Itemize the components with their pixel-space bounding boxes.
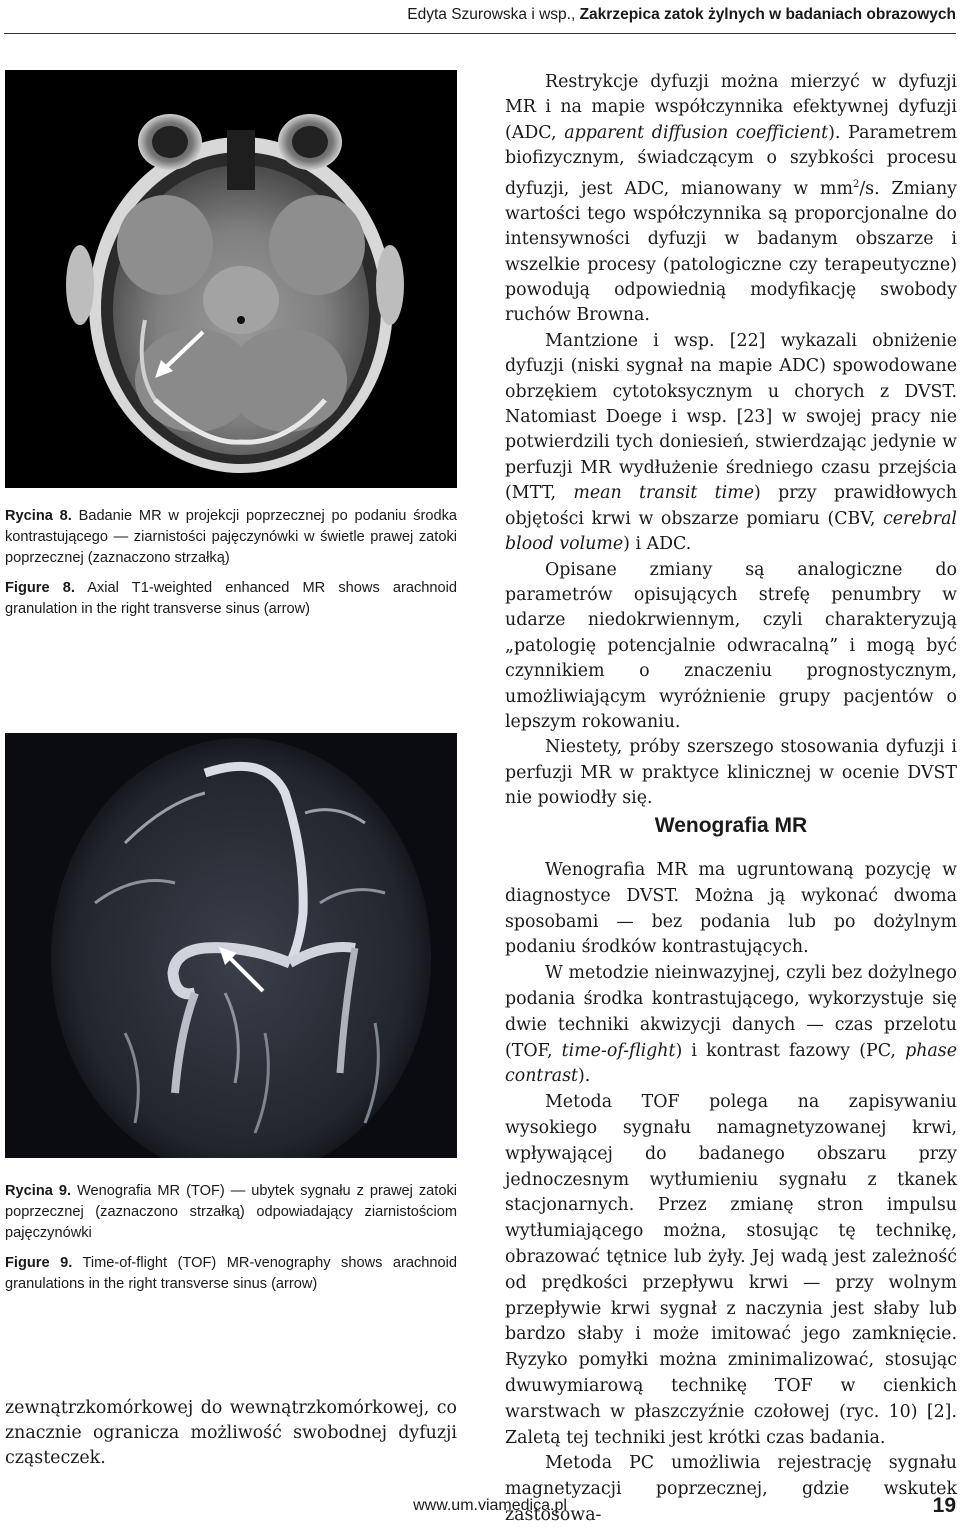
figure9-mrv-image: [5, 733, 457, 1158]
superscript: 2: [852, 178, 860, 190]
right-column-top: [505, 70, 957, 812]
paragraph-penumbra: Opisane zmiany są analogiczne do parametrów opisujących strefę penumbry w udarze niedokrwiennym, czyli charakteryzują „patologię potencjalnie odwracalną” i mogą być czynnikiem o znaczeniu prognostycznym, umożliwiającym wyróżnienie grupy pacjentów o lepszym rokowaniu.: [505, 559, 957, 732]
figure9-text-pl: Wenografia MR (TOF) — ubytek sygnału z prawej zatoki poprzecznej (zaznaczono strzałką) odpowiadający ziarnistościom pajęczynówki: [5, 1183, 457, 1241]
figure8-caption: [5, 506, 457, 629]
figure9-caption-pl: [5, 1181, 457, 1244]
right-column-bottom: [505, 858, 957, 1529]
text-segment: ). Parametrem biofizycznym, świadczącym o szybkości procesu dyfuzji, jest ADC, mianowany w mm: [505, 122, 958, 199]
text-segment: /s. Zmiany wartości tego współczynnika są proporcjonalne do intensywności dyfuzji w badanym obszarze i wszelkie procesy (patologiczne czy terapeutyczne) powodują odpowiednią modyfikację swobody ruchów Browna.: [505, 178, 957, 326]
figure8-text-en: Axial T1-weighted enhanced MR shows arachnoid granulation in the right transverse sinus (arrow): [5, 580, 457, 617]
footer-url: www.um.viamedica.pl: [413, 1497, 567, 1514]
paragraph-pc-method: Metoda PC umożliwia rejestrację sygnału magnetyzacji poprzecznej, gdzie wskutek zastosowa-: [505, 1453, 957, 1525]
text-segment: W metodzie nieinwazyjnej, czyli bez dożylnego podania środka kontrastującego, wykorzystuje się dwie techniki akwizycji danych — czas przelotu (TOF,: [505, 963, 957, 1061]
text-segment: ).: [578, 1066, 591, 1087]
header-rule: [4, 33, 956, 34]
header-authors: Edyta Szurowska i wsp.,: [407, 6, 576, 23]
italic-term: phase contrast: [505, 1040, 957, 1087]
text-segment: ) i kontrast fazowy (PC,: [675, 1040, 906, 1061]
italic-term: mean transit time: [573, 483, 755, 504]
left-column-continuation: zewnątrzkomórkowej do wewnątrzkomórkowej, co znacznie ogranicza możliwość swobodnej dyfuzji cząsteczek.: [5, 1398, 457, 1468]
figure9-label-pl: Rycina 9.: [5, 1183, 72, 1199]
running-header: [256, 6, 956, 24]
figure8-caption-en: [5, 578, 457, 620]
paragraph-tof-method: Metoda TOF polega na zapisywaniu wysokiego sygnału namagnetyzowanej krwi, wpływającej do badanego obszaru przy jednoczesnym wytłumieniu sygnału z tkanek stacjonarnych. Przez zmianę stron impulsu wytłumiającego można, stosując tę technikę, obrazować tętnice lub żyły. Jej wadą jest zależność od prędkości przepływu krwi — przy wolnym przepływie krwi sygnał z naczynia jest słaby lub bardzo słaby i może imitować jego zamknięcie. Ryzyko pomyłki można zminimalizować, stosując dwuwymiarową technikę TOF w cienkich warstwach w płaszczyźnie czołowej (ryc. 10) [2]. Zaletą tej techniki jest krótki czas badania.: [505, 1092, 957, 1448]
text-segment: ) i ADC.: [623, 534, 692, 555]
figure8-mr-image: [5, 70, 457, 488]
italic-term: apparent diffusion coefficient: [564, 122, 829, 143]
header-title: Zakrzepica zatok żylnych w badaniach obrazowych: [579, 6, 956, 23]
figure9-label-en: Figure 9.: [5, 1255, 73, 1271]
italic-term: cerebral blood volume: [505, 508, 957, 555]
paragraph-mantzione: [505, 329, 957, 558]
paragraph-diffusion-adc: [505, 70, 957, 329]
figure9-caption-en: [5, 1253, 457, 1295]
paragraph-noninvasive: [505, 961, 957, 1090]
figure8-text-pl: Badanie MR w projekcji poprzecznej po podaniu środka kontrastującego — ziarnistości pajęczynówki w świetle prawej zatoki poprzecznej (zaznaczono strzałką): [5, 508, 457, 566]
text-segment: Mantzione i wsp. [22] wykazali obniżenie dyfuzji (niski sygnał na mapie ADC) spowodowane obrzękiem cytotoksycznym u chorych z DVST. Natomiast Doege i wsp. [23] w swojej pracy nie potwierdzili tych doniesień, stwierdzając jedynie w perfuzji MR wydłużenie średniego czasu przejścia (MTT,: [505, 330, 957, 504]
paragraph-unsuccessful: Niestety, próby szerszego stosowania dyfuzji i perfuzji MR w praktyce klinicznej w ocenie DVST nie powiodły się.: [505, 737, 957, 809]
italic-term: time-of-flight: [561, 1040, 676, 1061]
text-segment: Restrykcje dyfuzji można mierzyć w dyfuzji MR i na mapie współczynnika efektywnej dyfuzji (ADC,: [505, 72, 957, 143]
paragraph-venography-intro: Wenografia MR ma ugruntowaną pozycję w diagnostyce DVST. Można ją wykonać dwoma sposobami — bez podania lub po dożylnym podaniu środków kontrastujących.: [505, 860, 957, 958]
figure9-text-en: Time-of-flight (TOF) MR-venography shows arachnoid granulations in the right transverse sinus (arrow): [5, 1255, 457, 1292]
figure8-label-en: Figure 8.: [5, 580, 75, 596]
text-segment: ) przy prawidłowych objętości krwi w obszarze pomiaru (CBV,: [505, 483, 957, 529]
figure8-label-pl: Rycina 8.: [5, 508, 72, 524]
section-heading: Wenografia MR: [654, 814, 808, 837]
figure8-caption-pl: [5, 506, 457, 569]
page-number: 19: [932, 1494, 956, 1517]
figure9-caption: [5, 1181, 457, 1304]
